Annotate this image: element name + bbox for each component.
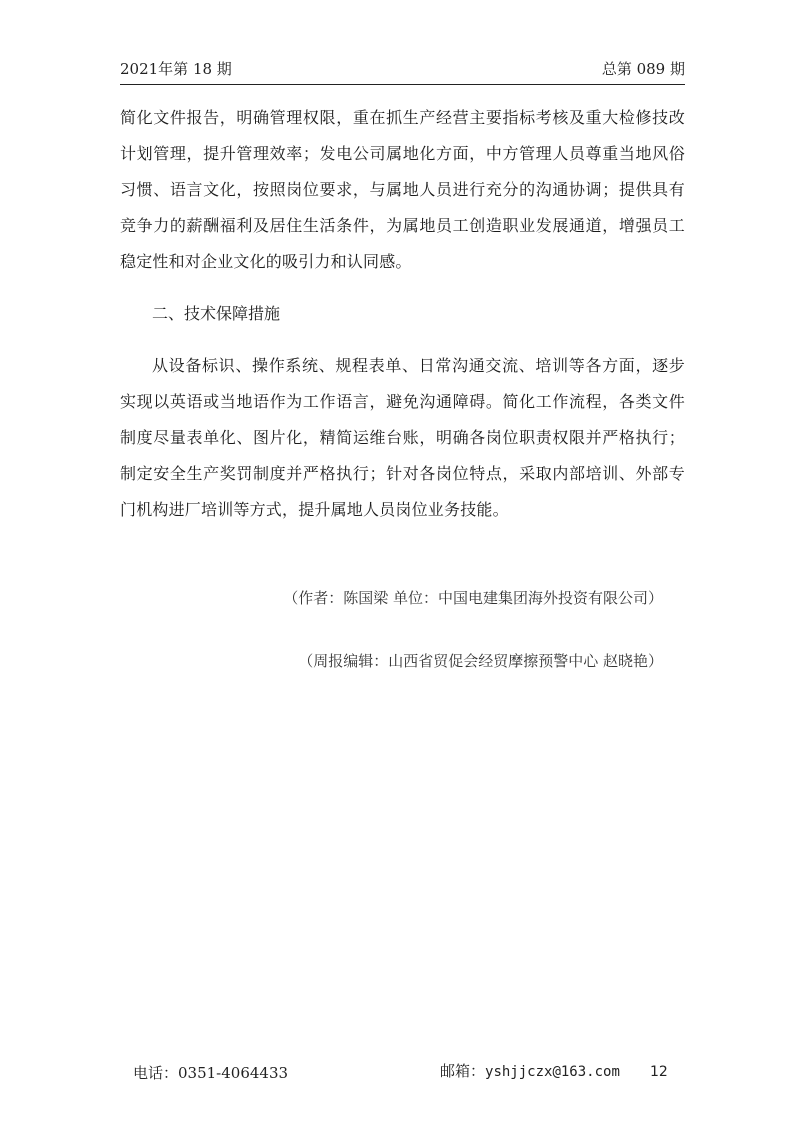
section-heading-technical-measures: 二、技术保障措施 xyxy=(152,304,281,323)
paragraph-2: 从设备标识、操作系统、规程表单、日常沟通交流、培训等各方面，逐步实现以英语或当地语作为工作语言，避免沟通障碍。简化工作流程，各类文件制度尽量表单化、图片化，精简运维台账，明确各岗位职责权限并严格执行；制定安全生产奖罚制度并严格执行；针对各岗位特点，采取内部培训、外部专门机构进厂培训等方式，提升属地人员岗位业务技能。 xyxy=(120,356,685,519)
issue-number: 2021年第 18 期 xyxy=(120,60,232,78)
page-number: 12 xyxy=(650,1064,668,1080)
article-body xyxy=(120,100,685,528)
email-contact xyxy=(440,1060,620,1081)
page-footer xyxy=(0,1060,800,1086)
paragraph-1: 简化文件报告，明确管理权限，重在抓生产经营主要指标考核及重大检修技改计划管理，提升管理效率；发电公司属地化方面，中方管理人员尊重当地风俗习惯、语言文化，按照岗位要求，与属地人员进行充分的沟通协调；提供具有竞争力的薪酬福利及居住生活条件，为属地员工创造职业发展通道，增强员工稳定性和对企业文化的吸引力和认同感。 xyxy=(120,108,685,271)
phone-contact: 电话：0351-4064433 xyxy=(133,1064,289,1082)
total-issue-number: 总第 089 期 xyxy=(601,60,685,78)
author-line: （作者：陈国梁 单位：中国电建集团海外投资有限公司） xyxy=(283,589,663,607)
page-header xyxy=(120,58,685,85)
editor-line: （周报编辑：山西省贸促会经贸摩擦预警中心 赵晓艳） xyxy=(298,652,663,670)
email-label: 邮箱： xyxy=(440,1062,486,1080)
email-address: yshjjczx@163.com xyxy=(485,1064,620,1080)
